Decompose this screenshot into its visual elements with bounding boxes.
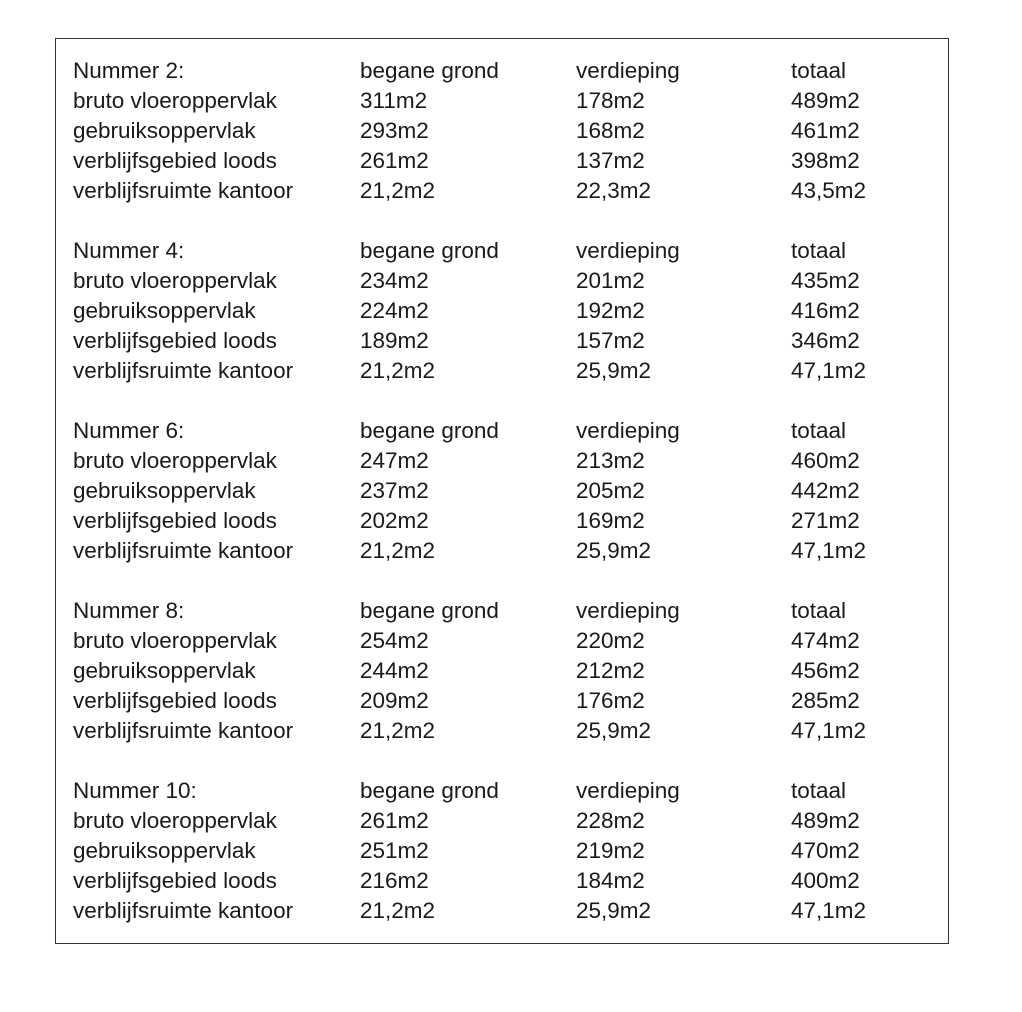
value-verdieping: 184m2	[576, 868, 645, 893]
value-begane-grond: 311m2	[360, 88, 428, 113]
value-verdieping: 169m2	[576, 508, 645, 533]
table-row	[73, 686, 933, 716]
table-row	[73, 296, 933, 326]
value-verdieping: 25,9m2	[576, 898, 652, 923]
value-verdieping: 25,9m2	[576, 538, 652, 563]
row-label: verblijfsgebied loods	[73, 688, 277, 713]
value-totaal: 489m2	[791, 808, 860, 833]
value-totaal: 461m2	[791, 118, 860, 143]
table-row	[73, 896, 933, 926]
row-label: gebruiksoppervlak	[73, 118, 256, 143]
table-row	[73, 326, 933, 356]
value-totaal: 47,1m2	[791, 718, 867, 743]
table-row	[73, 866, 933, 896]
table-row	[73, 716, 933, 746]
table-row	[73, 176, 933, 206]
value-begane-grond: 21,2m2	[360, 178, 436, 203]
value-begane-grond: 251m2	[360, 838, 429, 863]
value-verdieping: 220m2	[576, 628, 645, 653]
table-row	[73, 86, 933, 116]
value-verdieping: 228m2	[576, 808, 645, 833]
value-begane-grond: 261m2	[360, 148, 429, 173]
value-totaal: 474m2	[791, 628, 860, 653]
section-header-row	[73, 416, 933, 446]
column-header-totaal: totaal	[791, 238, 847, 263]
value-totaal: 47,1m2	[791, 358, 867, 383]
value-totaal: 346m2	[791, 328, 860, 353]
section-header-row	[73, 596, 933, 626]
section-title: Nummer 10:	[73, 778, 197, 803]
section-title: Nummer 4:	[73, 238, 185, 263]
value-verdieping: 178m2	[576, 88, 645, 113]
value-totaal: 442m2	[791, 478, 860, 503]
value-verdieping: 192m2	[576, 298, 645, 323]
value-begane-grond: 21,2m2	[360, 538, 436, 563]
value-totaal: 285m2	[791, 688, 860, 713]
column-header-totaal: totaal	[791, 598, 847, 623]
column-header-verdieping: verdieping	[576, 238, 680, 263]
column-header-verdieping: verdieping	[576, 598, 680, 623]
table-row	[73, 476, 933, 506]
row-label: gebruiksoppervlak	[73, 478, 256, 503]
column-header-totaal: totaal	[791, 58, 847, 83]
value-verdieping: 219m2	[576, 838, 645, 863]
column-header-totaal: totaal	[791, 778, 847, 803]
value-begane-grond: 21,2m2	[360, 718, 436, 743]
row-label: verblijfsruimte kantoor	[73, 538, 294, 563]
row-label: gebruiksoppervlak	[73, 838, 256, 863]
row-label: verblijfsgebied loods	[73, 868, 277, 893]
section-nummer-6	[73, 416, 933, 596]
value-begane-grond: 21,2m2	[360, 358, 436, 383]
value-begane-grond: 237m2	[360, 478, 429, 503]
value-totaal: 47,1m2	[791, 538, 867, 563]
column-header-begane-grond: begane grond	[360, 238, 499, 263]
value-totaal: 400m2	[791, 868, 860, 893]
row-label: bruto vloeroppervlak	[73, 88, 277, 113]
value-totaal: 456m2	[791, 658, 860, 683]
row-label: bruto vloeroppervlak	[73, 448, 277, 473]
value-begane-grond: 234m2	[360, 268, 429, 293]
row-label: verblijfsruimte kantoor	[73, 358, 294, 383]
row-label: gebruiksoppervlak	[73, 298, 256, 323]
value-verdieping: 176m2	[576, 688, 645, 713]
table-row	[73, 266, 933, 296]
section-header-row	[73, 56, 933, 86]
value-verdieping: 157m2	[576, 328, 645, 353]
value-totaal: 398m2	[791, 148, 860, 173]
row-label: verblijfsgebied loods	[73, 328, 277, 353]
section-title: Nummer 6:	[73, 418, 185, 443]
column-header-totaal: totaal	[791, 418, 847, 443]
table-row	[73, 506, 933, 536]
row-label: verblijfsgebied loods	[73, 148, 277, 173]
value-begane-grond: 216m2	[360, 868, 429, 893]
column-header-verdieping: verdieping	[576, 58, 680, 83]
section-header-row	[73, 236, 933, 266]
value-totaal: 271m2	[791, 508, 860, 533]
section-header-row	[73, 776, 933, 806]
value-totaal: 47,1m2	[791, 898, 867, 923]
value-begane-grond: 21,2m2	[360, 898, 436, 923]
value-begane-grond: 254m2	[360, 628, 429, 653]
row-label: verblijfsgebied loods	[73, 508, 277, 533]
value-verdieping: 212m2	[576, 658, 645, 683]
value-begane-grond: 202m2	[360, 508, 429, 533]
value-totaal: 489m2	[791, 88, 860, 113]
table-row	[73, 356, 933, 386]
table-row	[73, 536, 933, 566]
column-header-begane-grond: begane grond	[360, 418, 499, 443]
value-totaal: 460m2	[791, 448, 860, 473]
value-begane-grond: 244m2	[360, 658, 429, 683]
value-totaal: 416m2	[791, 298, 860, 323]
row-label: verblijfsruimte kantoor	[73, 718, 294, 743]
row-label: gebruiksoppervlak	[73, 658, 256, 683]
table-row	[73, 146, 933, 176]
section-title: Nummer 8:	[73, 598, 185, 623]
table-row	[73, 656, 933, 686]
table-row	[73, 836, 933, 866]
column-header-begane-grond: begane grond	[360, 778, 499, 803]
section-nummer-10	[73, 776, 933, 956]
table-row	[73, 626, 933, 656]
value-verdieping: 25,9m2	[576, 718, 652, 743]
value-verdieping: 137m2	[576, 148, 645, 173]
value-begane-grond: 209m2	[360, 688, 429, 713]
value-verdieping: 205m2	[576, 478, 645, 503]
section-title: Nummer 2:	[73, 58, 185, 83]
value-verdieping: 22,3m2	[576, 178, 652, 203]
value-verdieping: 213m2	[576, 448, 645, 473]
row-label: bruto vloeroppervlak	[73, 628, 277, 653]
value-begane-grond: 224m2	[360, 298, 429, 323]
section-nummer-2	[73, 56, 933, 236]
value-verdieping: 25,9m2	[576, 358, 652, 383]
value-begane-grond: 293m2	[360, 118, 429, 143]
table-row	[73, 116, 933, 146]
table-row	[73, 446, 933, 476]
value-totaal: 470m2	[791, 838, 860, 863]
table-row	[73, 806, 933, 836]
column-header-begane-grond: begane grond	[360, 58, 499, 83]
column-header-begane-grond: begane grond	[360, 598, 499, 623]
section-nummer-4	[73, 236, 933, 416]
value-begane-grond: 189m2	[360, 328, 429, 353]
value-verdieping: 201m2	[576, 268, 645, 293]
section-nummer-8	[73, 596, 933, 776]
row-label: bruto vloeroppervlak	[73, 268, 277, 293]
value-begane-grond: 247m2	[360, 448, 429, 473]
row-label: verblijfsruimte kantoor	[73, 178, 294, 203]
column-header-verdieping: verdieping	[576, 418, 680, 443]
value-totaal: 43,5m2	[791, 178, 867, 203]
row-label: verblijfsruimte kantoor	[73, 898, 294, 923]
value-totaal: 435m2	[791, 268, 860, 293]
area-table	[73, 56, 933, 956]
value-verdieping: 168m2	[576, 118, 645, 143]
value-begane-grond: 261m2	[360, 808, 429, 833]
row-label: bruto vloeroppervlak	[73, 808, 277, 833]
column-header-verdieping: verdieping	[576, 778, 680, 803]
